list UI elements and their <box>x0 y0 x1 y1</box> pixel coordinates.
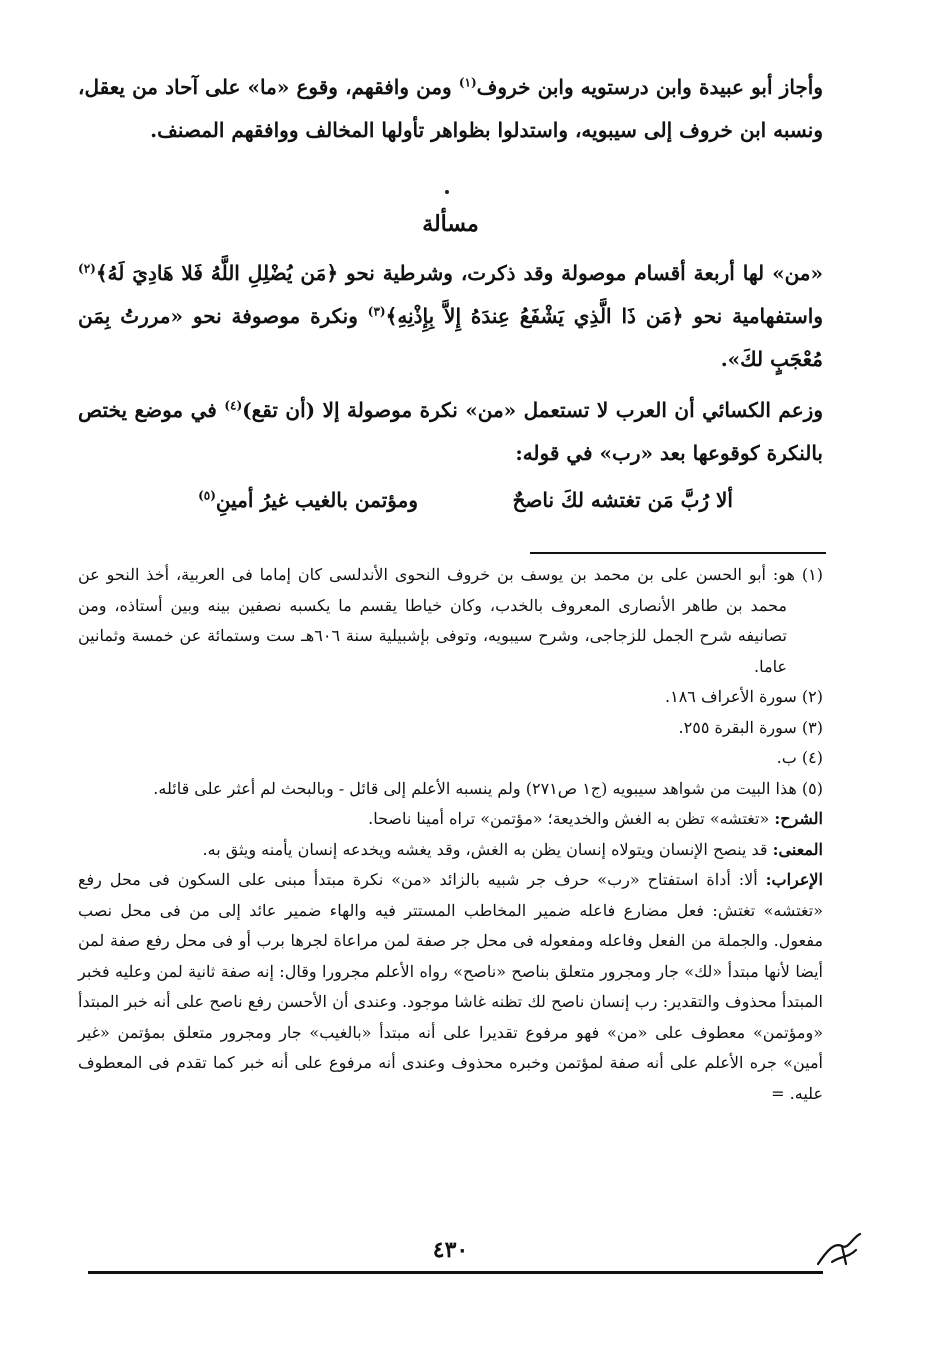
sharh-label: الشرح: <box>774 809 823 828</box>
quran-quote-1: ﴿مَن يُضْلِلِ اللَّهُ فَلا هَادِيَ لَهُ﴾ <box>95 261 339 285</box>
footnote-ref-3: (٣) <box>367 304 386 319</box>
paragraph-3 <box>78 389 823 475</box>
paragraph-1-start: وأجاز أبو عبيدة وابن درستويه وابن خروف <box>476 75 824 99</box>
erab-text: ألا: أداة استفتاح «رب» حرف جر شبيه بالزائد «من» نكرة مبتدأ مبنى على السكون فى محل رفع «تغتشه» تغتش: فعل مضارع فاعله ضمير المخاطب المستتر فيه والهاء ضمير عائد إلى من فى محل نصب مفعول. والجملة من الفعل وفاعله ومفعوله فى محل جر صفة لمن مراعاة لجرها برب أو فى محل رفع صفة لمن أيضا لأنها مبتدأ «لك» جار ومجرور متعلق بناصح «ناصح» رواه الأعلم مجرورا وقال: إنه صفة ثانية لمن وعليه فخبر المبتدأ محذوف والتقدير: رب إنسان ناصح لك تظنه غاشا موجود. وعندى أن الأحسن رفع ناصح على أنه خبر المبتدأ «ومؤتمن» معطوف على «من» فهو مرفوع تقديرا على أنه مبتدأ «بالغيب» جار ومجرور متعلق بمؤتمن «غير أمين» جره الأعلم على أنه صفة لمؤتمن وخبره محذوف وعندى أنه مرفوع على أنه خبر كما تقدم فى المعطوف عليه. <box>78 870 824 1103</box>
paragraph-3-part-a: وزعم الكسائي أن العرب لا تستعمل «من» نكرة موصولة إلا (أن تقع) <box>242 398 823 422</box>
page-number: ٤٣٠ <box>432 1237 469 1263</box>
footnote-ref-2: (٢) <box>78 261 96 276</box>
footnote-3: (٣) سورة البقرة ٢٥٥. <box>678 717 823 737</box>
footnote-separator <box>530 552 826 554</box>
paragraph-3-part-b: في موضع يختص بالنكرة كوقوعها بعد «رب» في قوله: <box>78 398 823 465</box>
continuation-mark: = <box>771 1083 785 1103</box>
verse-first-hemistich: ألا رُبَّ مَن تغتشه لكَ ناصحٌ <box>512 488 733 512</box>
ink-dot <box>445 190 449 194</box>
quran-quote-2: ﴿مَن ذَا الَّذِي يَشْفَعُ عِندَهُ إِلاَّ بِإِذْنِهِ﴾ <box>385 304 684 328</box>
erab-label: الإعراب: <box>765 870 823 889</box>
paragraph-2 <box>78 252 823 381</box>
poetry-verse <box>78 478 823 522</box>
footnote-5: (٥) هذا البيت من شواهد سيبويه (ج١ ص٢٧١) ولم ينسبه الأعلم إلى قائل - وبالبحث لم أعثر على قائله. <box>153 778 823 798</box>
paragraph-2-part-c: ونكرة موصوفة نحو «مررتُ بِمَن مُعْجَبٍ لكَ». <box>78 304 823 371</box>
paragraph-2-part-b: واستفهامية نحو <box>683 304 823 328</box>
sharh-text: «تغتشه» تظن به الغش والخديعة؛ «مؤتمن» تراه أمينا ناصحا. <box>368 809 775 828</box>
footnote-2: (٢) سورة الأعراف ١٨٦. <box>665 687 823 706</box>
footnote-ref-4: (٤) <box>224 398 243 413</box>
sharh-line <box>78 804 823 835</box>
section-title: مسألة <box>422 211 479 237</box>
handwritten-mark-icon <box>812 1212 872 1272</box>
footnote-1: (١) هو: أبو الحسن على بن محمد بن يوسف بن خروف النحوى الأندلسى كان إماما فى العربية، أخذ النحو عن محمد بن طاهر الأنصارى المعروف بالخدب، وكان خياطا يقسم ما يكسبه نصفين بينه وبين أستاذه، ومن تصانيفه شرح الجمل للزجاجى، وشرح سيبويه، وتوفى بإشبيلية سنة ٦٠٦هـ ست وستمائة عن خمسة وثمانين عاما. <box>78 565 823 676</box>
paragraph-1 <box>78 66 823 152</box>
footnotes-section <box>78 560 823 1109</box>
maana-text: قد ينصح الإنسان ويتولاه إنسان يظن به الغش، وقد يغشه ويخدعه إنسان يأمنه ويثق به. <box>202 839 773 859</box>
maana-label: المعنى: <box>772 839 823 859</box>
verse-second-hemistich <box>198 478 418 522</box>
verse-second-text: ومؤتمن بالغيب غيرُ أمينِ <box>215 488 418 512</box>
maana-line <box>78 835 823 866</box>
footnote-ref-1: (١) <box>458 75 477 90</box>
footnote-4: (٤) ب. <box>776 748 823 767</box>
paragraph-2-part-a: «من» لها أربعة أقسام موصولة وقد ذكرت، وشرطية نحو <box>338 261 824 285</box>
footnote-ref-5: (٥) <box>198 488 216 503</box>
erab-block <box>78 865 823 1109</box>
bottom-rule <box>88 1271 823 1274</box>
paragraph-1-rest: ومن وافقهم، وقوع «ما» على آحاد من يعقل، ونسبه ابن خروف إلى سيبويه، واستدلوا بظواهر تأولها المخالف ووافقهم المصنف. <box>78 75 823 142</box>
